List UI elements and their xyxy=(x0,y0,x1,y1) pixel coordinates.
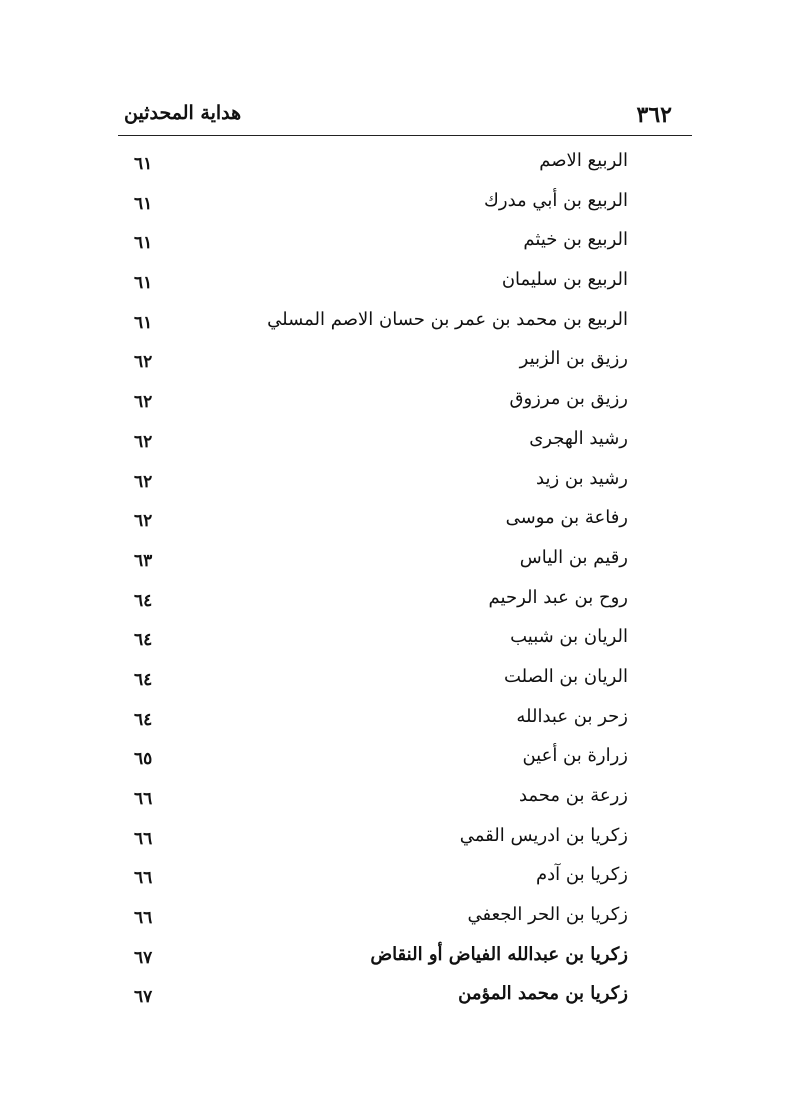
entry-name: رقيم بن الياس xyxy=(519,546,628,568)
entry-name: رزيق بن مرزوق xyxy=(509,388,628,410)
entry-name: الربيع الاصم xyxy=(539,150,628,171)
entry-name: زكريا بن آدم xyxy=(535,864,628,886)
entry-name: زكريا بن محمد المؤمن xyxy=(458,983,628,1005)
index-entry xyxy=(130,186,640,226)
entry-name: رفاعة بن موسى xyxy=(505,507,628,529)
entry-name: الربيع بن محمد بن عمر بن حسان الاصم المسلي xyxy=(267,308,628,330)
index-entry xyxy=(130,225,640,265)
entry-name: زكريا بن الحر الجعفي xyxy=(467,904,628,926)
entry-name: زكريا بن عبدالله الفياض أو النقاض xyxy=(370,943,628,965)
entry-page-number: ٦٦ xyxy=(134,789,153,809)
entry-name: الربيع بن سليمان xyxy=(501,269,628,291)
entry-page-number: ٦٢ xyxy=(134,392,153,413)
entry-page-number: ٦٧ xyxy=(134,947,153,968)
entry-page-number: ٦٢ xyxy=(134,471,153,492)
index-entry xyxy=(130,146,640,186)
index-entry xyxy=(130,424,640,464)
index-entry xyxy=(130,940,640,980)
entry-name: الريان بن الصلت xyxy=(503,665,628,687)
entry-page-number: ٦٧ xyxy=(134,987,153,1008)
entry-page-number: ٦٣ xyxy=(134,550,153,571)
entry-page-number: ٦٦ xyxy=(134,828,153,849)
index-entry xyxy=(130,622,640,662)
entry-page-number: ٦١ xyxy=(134,193,153,214)
index-entry xyxy=(130,821,640,861)
index-entry xyxy=(130,464,640,504)
entry-name: زحر بن عبدالله xyxy=(516,705,628,727)
entry-page-number: ٦٤ xyxy=(134,590,153,611)
entry-page-number: ٦٦ xyxy=(134,868,153,889)
index-entry xyxy=(130,781,640,821)
index-entry xyxy=(130,583,640,623)
entry-name: رشيد الهجرى xyxy=(529,427,628,449)
entry-page-number: ٦٦ xyxy=(134,908,153,929)
entry-page-number: ٦٤ xyxy=(134,669,153,690)
index-entry xyxy=(130,979,640,1019)
index-entry xyxy=(130,702,640,742)
index-entry xyxy=(130,305,640,345)
entry-name: روح بن عبد الرحيم xyxy=(488,586,628,608)
entry-name: الربيع بن خيثم xyxy=(523,229,628,251)
index-entry xyxy=(130,662,640,702)
index-list xyxy=(130,146,640,1019)
entry-name: الريان بن شبيب xyxy=(510,626,628,648)
page-number: ٣٦٢ xyxy=(636,102,672,128)
index-entry xyxy=(130,384,640,424)
entry-page-number: ٦١ xyxy=(134,273,153,294)
entry-page-number: ٦٤ xyxy=(134,709,153,730)
entry-name: زرارة بن أعين xyxy=(522,745,628,767)
entry-name: الربيع بن أبي مدرك xyxy=(484,189,628,211)
entry-name: رشيد بن زيد xyxy=(536,467,628,489)
header-divider xyxy=(118,135,692,136)
entry-page-number: ٦١ xyxy=(134,233,153,254)
entry-name: رزيق بن الزبير xyxy=(519,348,628,370)
entry-name: زرعة بن محمد xyxy=(518,785,628,806)
entry-page-number: ٦٤ xyxy=(134,630,153,651)
entry-page-number: ٦٥ xyxy=(134,749,153,770)
index-entry xyxy=(130,265,640,305)
entry-page-number: ٦٢ xyxy=(134,511,153,532)
index-entry xyxy=(130,543,640,583)
entry-page-number: ٦٢ xyxy=(134,352,153,373)
index-entry xyxy=(130,503,640,543)
page-header xyxy=(118,96,692,136)
index-entry xyxy=(130,344,640,384)
entry-page-number: ٦١ xyxy=(134,312,153,333)
entry-name: زكريا بن ادريس القمي xyxy=(459,824,628,846)
index-entry xyxy=(130,900,640,940)
book-title: هداية المحدثين xyxy=(124,102,242,124)
entry-page-number: ٦١ xyxy=(134,154,153,174)
index-entry xyxy=(130,741,640,781)
index-entry xyxy=(130,860,640,900)
entry-page-number: ٦٢ xyxy=(134,431,153,452)
